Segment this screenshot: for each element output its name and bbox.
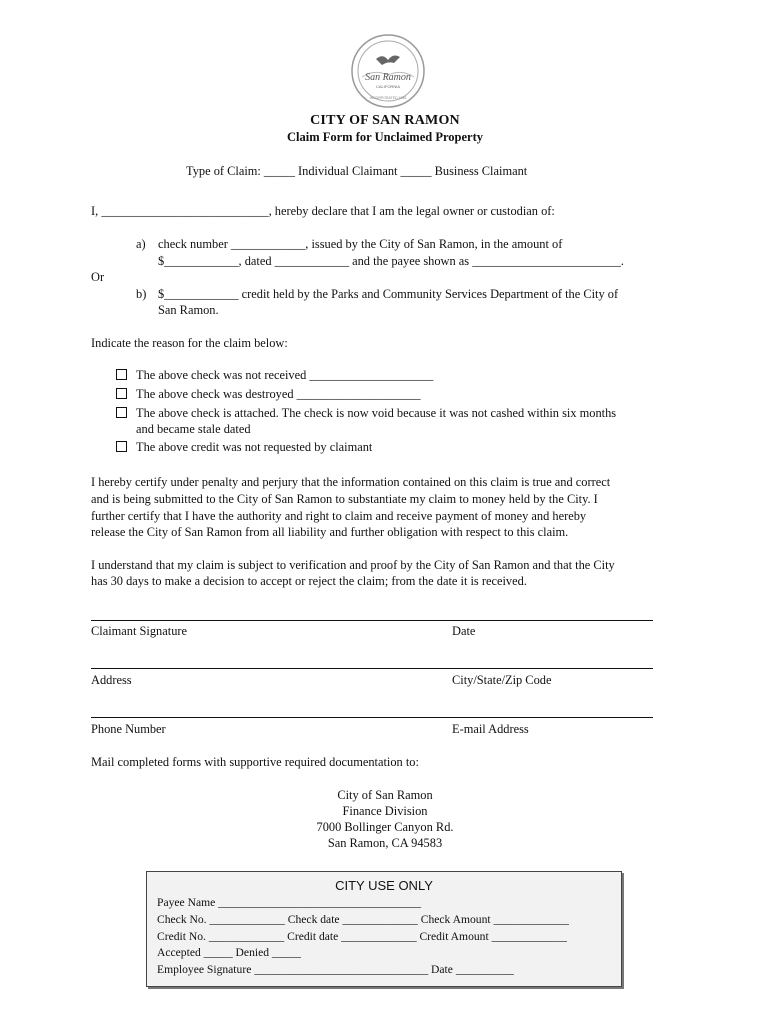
date-label: Date [452, 624, 476, 638]
payee-name-field[interactable]: Payee Name ___________________________________ [157, 896, 422, 909]
check-fields[interactable]: Check No. _____________ Check date _____________ Check Amount _____________ [157, 913, 569, 926]
type-of-claim[interactable]: Type of Claim: _____ Individual Claimant _____ Business Claimant [186, 164, 528, 178]
mail-address-line: City of San Ramon [337, 788, 433, 802]
employee-signature-field[interactable]: Employee Signature ______________________________ Date __________ [157, 963, 514, 976]
reason-checkbox-attached[interactable] [116, 407, 127, 418]
reason-text: The above check was destroyed ____________________ [136, 387, 421, 401]
certify-paragraph-line: release the City of San Ramon from all liability and further obligation with respect to this claim. [91, 525, 569, 539]
option-a-line2[interactable]: $____________, dated ____________ and the payee shown as ________________________. [158, 254, 624, 268]
reason-text-continued: and became stale dated [136, 422, 251, 436]
address-line[interactable] [91, 668, 653, 669]
form-title: CITY OF SAN RAMON [310, 113, 460, 128]
svg-text:San Ramon: San Ramon [365, 72, 411, 83]
understand-paragraph-line: has 30 days to make a decision to accept or reject the claim; from the date it is received. [91, 574, 527, 588]
understand-paragraph-line: I understand that my claim is subject to verification and proof by the City of San Ramon and that the City [91, 558, 615, 572]
option-a-line1[interactable]: check number ____________, issued by the City of San Ramon, in the amount of [158, 237, 563, 251]
phone-line[interactable] [91, 717, 653, 718]
email-label: E-mail Address [452, 722, 529, 736]
option-b-line2: San Ramon. [158, 303, 219, 317]
certify-paragraph-line: and is being submitted to the City of San Ramon to substantiate my claim to money held by the City. I [91, 492, 598, 506]
mail-address-line: 7000 Bollinger Canyon Rd. [316, 820, 454, 834]
reason-checkbox-destroyed[interactable] [116, 388, 127, 399]
certify-paragraph-line: further certify that I have the authority and right to claim and receive payment of money and hereby [91, 509, 587, 523]
option-a-label: a) [136, 237, 146, 251]
or-label: Or [91, 270, 105, 284]
phone-label: Phone Number [91, 722, 166, 736]
reason-heading: Indicate the reason for the claim below: [91, 336, 288, 350]
reason-text: The above check was not received ____________________ [136, 368, 434, 382]
declaration-line[interactable]: I, ___________________________, hereby declare that I am the legal owner or custodian of: [91, 204, 555, 218]
certify-paragraph-line: I hereby certify under penalty and perjury that the information contained on this claim is true and correct [91, 475, 611, 489]
city-state-zip-label: City/State/Zip Code [452, 673, 552, 687]
credit-fields[interactable]: Credit No. _____________ Credit date _____________ Credit Amount _____________ [157, 930, 567, 943]
mail-address-line: Finance Division [342, 804, 428, 818]
form-subtitle: Claim Form for Unclaimed Property [286, 130, 484, 144]
city-seal-logo [350, 33, 426, 109]
signature-line[interactable] [91, 620, 653, 621]
accepted-denied-fields[interactable]: Accepted _____ Denied _____ [157, 946, 301, 959]
address-label: Address [91, 673, 132, 687]
reason-checkbox-not-received[interactable] [116, 369, 127, 380]
option-b-label: b) [136, 287, 147, 301]
svg-text:CALIFORNIA: CALIFORNIA [375, 84, 401, 89]
option-b-line1[interactable]: $____________ credit held by the Parks and Community Services Department of the City of [158, 287, 619, 301]
claimant-signature-label: Claimant Signature [91, 624, 188, 638]
reason-text: The above credit was not requested by claimant [136, 440, 373, 454]
reason-text: The above check is attached. The check is now void because it was not cashed within six months [136, 406, 617, 420]
mail-instructions: Mail completed forms with supportive required documentation to: [91, 755, 419, 769]
svg-text:INCORPORATED 1983: INCORPORATED 1983 [369, 96, 407, 100]
mail-address-line: San Ramon, CA 94583 [327, 836, 443, 850]
city-use-title: CITY USE ONLY [335, 878, 433, 893]
city-use-only-box [146, 871, 622, 987]
reason-checkbox-credit[interactable] [116, 441, 127, 452]
